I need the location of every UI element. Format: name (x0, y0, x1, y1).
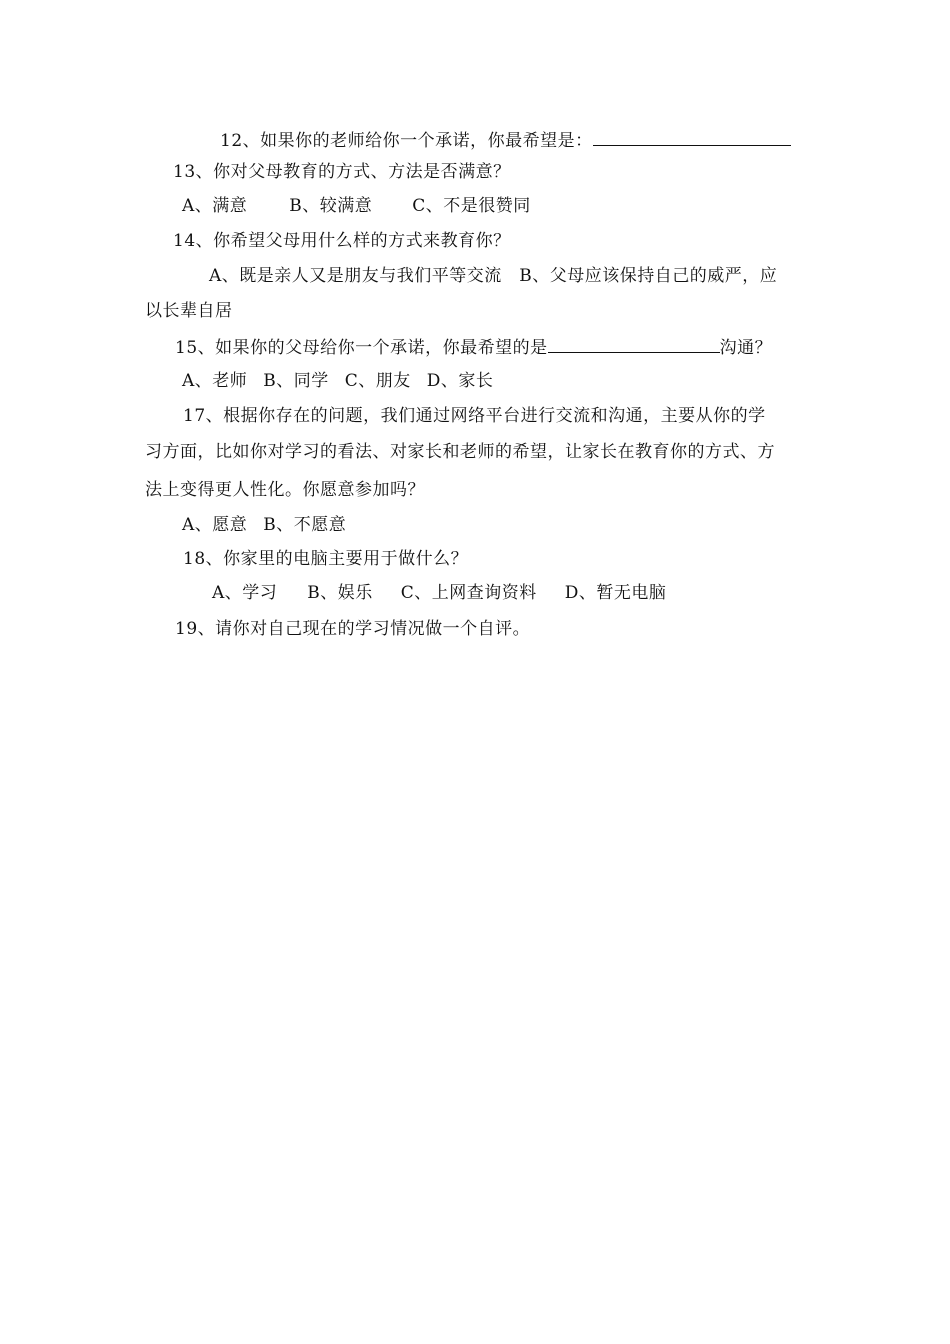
option-15-c[interactable]: C、朋友 (344, 371, 411, 391)
question-15-text: 15、如果你的父母给你一个承诺，你最希望的是 (175, 338, 548, 358)
question-17-text: 17、根据你存在的问题，我们通过网络平台进行交流和沟通，主要从你的学 (183, 406, 766, 426)
option-15-a[interactable]: A、老师 (182, 371, 248, 391)
question-19-text: 19、请你对自己现在的学习情况做一个自评。 (175, 619, 531, 639)
answer-blank-15[interactable] (548, 334, 720, 353)
option-18-d[interactable]: D、暂无电脑 (564, 583, 667, 603)
option-17-a[interactable]: A、愿意 (182, 515, 248, 535)
question-12-text: 12、如果你的老师给你一个承诺，你最希望是： (220, 131, 593, 151)
question-17-text-end: 法上变得更人性化。你愿意参加吗？ (145, 480, 425, 500)
question-14 (173, 229, 511, 253)
option-15-d[interactable]: D、家长 (426, 371, 494, 391)
question-15 (175, 334, 772, 360)
option-15-b[interactable]: B、同学 (263, 371, 329, 391)
option-13-c[interactable]: C、不是很赞同 (412, 196, 531, 216)
option-13-a[interactable]: A、满意 (182, 196, 248, 216)
question-17-line1 (183, 404, 766, 428)
question-15-options (182, 369, 493, 393)
question-17-line3 (145, 478, 425, 502)
option-18-a[interactable]: A、学习 (212, 583, 278, 603)
question-15-text-end: 沟通？ (719, 338, 773, 358)
question-13-text: 13、你对父母教育的方式、方法是否满意？ (173, 162, 511, 182)
question-17-text-cont: 习方面，比如你对学习的看法、对家长和老师的希望，让家长在教育你的方式、方 (145, 442, 775, 462)
question-18-options (212, 581, 666, 605)
option-18-c[interactable]: C、上网查询资料 (400, 583, 537, 603)
question-14-options-line1 (209, 264, 777, 288)
option-13-b[interactable]: B、较满意 (289, 196, 373, 216)
answer-blank-12[interactable] (593, 127, 791, 146)
question-18 (183, 547, 468, 571)
question-18-text: 18、你家里的电脑主要用于做什么？ (183, 549, 469, 569)
question-13-options (182, 194, 531, 218)
option-14-text[interactable]: A、既是亲人又是朋友与我们平等交流 B、父母应该保持自己的威严，应 (209, 266, 778, 286)
option-18-b[interactable]: B、娱乐 (307, 583, 373, 603)
question-12 (220, 127, 791, 153)
question-19 (175, 617, 530, 641)
question-17-line2 (145, 440, 775, 464)
question-14-text: 14、你希望父母用什么样的方式来教育你？ (173, 231, 511, 251)
option-14-text-cont: 以长辈自居 (145, 301, 233, 321)
question-14-options-line2 (145, 299, 233, 323)
question-17-options (182, 513, 346, 537)
question-13 (173, 160, 511, 184)
option-17-b[interactable]: B、不愿意 (263, 515, 347, 535)
